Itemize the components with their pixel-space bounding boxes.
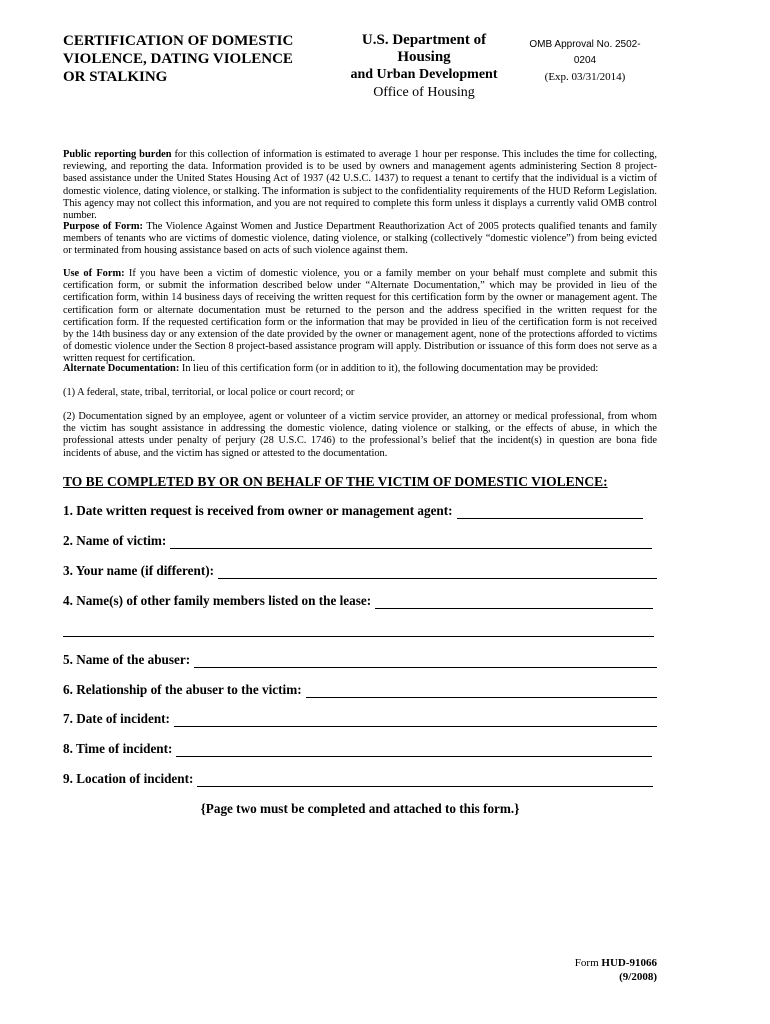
incident-location-input-line[interactable] (197, 774, 653, 787)
abuser-name-input-line[interactable] (194, 655, 657, 668)
date-request-input-line[interactable] (457, 506, 643, 519)
form-title-line-1: CERTIFICATION OF DOMESTIC (63, 33, 294, 49)
form-number: HUD-91066 (601, 957, 657, 969)
burden-text: for this collection of information is estimated to average 1 hour per response. This includes the time for collecting, reviewing, and reporting the data. Information provided is to be used by owners and management agents administering Section 8 project-based assistance under the United States Housing Act of 1937 (42 U.S.C. 1437) to request a tenant to certify that the individual is a victim of domestic violence, dating violence, or stalking. The information is subject to the confidentiality requirements of the HUD Reform Legislation. This agency may not collect this information, and you are not required to complete this form unless it displays a currently valid OMB control number. (63, 149, 657, 222)
alternate-text: In lieu of this certification form (or in addition to it), the following documentation may be provided: (181, 363, 599, 374)
family-members-extra-line[interactable] (63, 636, 654, 637)
burden-label: Public reporting burden (63, 149, 172, 160)
incident-time-input-line[interactable] (176, 744, 652, 757)
agency-line-2: and Urban Development (350, 67, 498, 82)
purpose-label: Purpose of Form: (63, 221, 144, 232)
paragraph-purpose (63, 221, 657, 258)
omb-expiration: (Exp. 03/31/2014) (544, 71, 626, 83)
field-incident-date (63, 711, 657, 727)
field-label: 6. Relationship of the abuser to the victim: (63, 682, 302, 697)
field-label: 9. Location of incident: (63, 771, 194, 786)
field-your-name (63, 563, 657, 579)
alternate-label: Alternate Documentation: (63, 363, 180, 374)
form-id-prefix: Form (574, 957, 602, 969)
field-incident-location (63, 771, 653, 787)
agency-line-1: U.S. Department of Housing (361, 32, 487, 65)
field-incident-time (63, 741, 652, 757)
field-label: 3. Your name (if different): (63, 563, 215, 578)
your-name-input-line[interactable] (218, 566, 657, 579)
field-date-request (63, 503, 643, 519)
field-relationship (63, 682, 657, 698)
form-title-line-2: VIOLENCE, DATING VIOLENCE (63, 51, 293, 67)
section-heading: TO BE COMPLETED BY OR ON BEHALF OF THE VICTIM OF DOMESTIC VIOLENCE: (63, 474, 608, 489)
field-abuser-name (63, 652, 657, 668)
form-date: (9/2008) (619, 971, 657, 983)
field-label: 1. Date written request is received from owner or management agent: (63, 503, 453, 518)
field-family-members (63, 593, 653, 609)
relationship-input-line[interactable] (306, 685, 657, 698)
field-label: 5. Name of the abuser: (63, 652, 191, 667)
purpose-text: The Violence Against Women and Justice Department Reauthorization Act of 2005 protects qualified tenants and family members of tenants who are victims of domestic violence, dating violence, or stalking (collectively “domestic violence”) from being evicted or terminated from housing assistance based on acts of such violence against them. (63, 221, 657, 257)
family-members-input-line[interactable] (375, 596, 653, 609)
field-label: 7. Date of incident: (63, 711, 170, 726)
form-identifier (560, 956, 657, 984)
omb-info (520, 37, 650, 85)
paragraph-burden (63, 149, 657, 222)
form-title-line-3: OR STALKING (63, 69, 168, 85)
field-label: 4. Name(s) of other family members listed on the lease: (63, 593, 372, 608)
victim-name-input-line[interactable] (170, 536, 652, 549)
alternate-item-2: (2) Documentation signed by an employee, agent or volunteer of a victim service provider, an attorney or medical professional, from whom the victim has sought assistance in addressing the domestic violence, dating violence or stalking, or the effects of abuse, in which the professional attests under penalty of perjury (28 U.S.C. 1746) to the professional’s belief that the incident(s) in question are bona fide incidents of abuse, and the victim has signed or attested to the documentation. (63, 411, 657, 459)
incident-date-input-line[interactable] (174, 714, 657, 727)
alternate-item-1: (1) A federal, state, tribal, territorial, or local police or court record; or (63, 387, 355, 398)
use-label: Use of Form: (63, 268, 125, 279)
paragraph-use (63, 268, 657, 366)
omb-approval-number: OMB Approval No. 2502-0204 (529, 39, 641, 66)
use-text: If you have been a victim of domestic violence, you or a family member on your behalf must complete and submit this certification form, or submit the information described below under “Alternate Documentation,” which may be provided in lieu of the certification form, within 14 business days of receiving the written request for this certification form by the owner or management agent. The certification form or alternate documentation must be returned to the person and the address specified in the written request for the certification form. If the requested certification form or the information that may be provided in lieu of the certification form is not received by the 14th business day or any extension of the date provided by the owner or management agent, none of the protections afforded to victims of domestic violence under the Section 8 project-based assistance program will apply. Distribution or issuance of this form does not serve as a written request for certification. (63, 268, 657, 365)
paragraph-alternate (63, 363, 657, 375)
agency-office: Office of Housing (373, 85, 475, 100)
page-two-note: {Page two must be completed and attached to this form.} (200, 801, 520, 816)
form-title (63, 32, 323, 86)
agency-name (334, 32, 514, 101)
field-victim-name (63, 533, 652, 549)
field-label: 8. Time of incident: (63, 741, 173, 756)
field-label: 2. Name of victim: (63, 533, 167, 548)
